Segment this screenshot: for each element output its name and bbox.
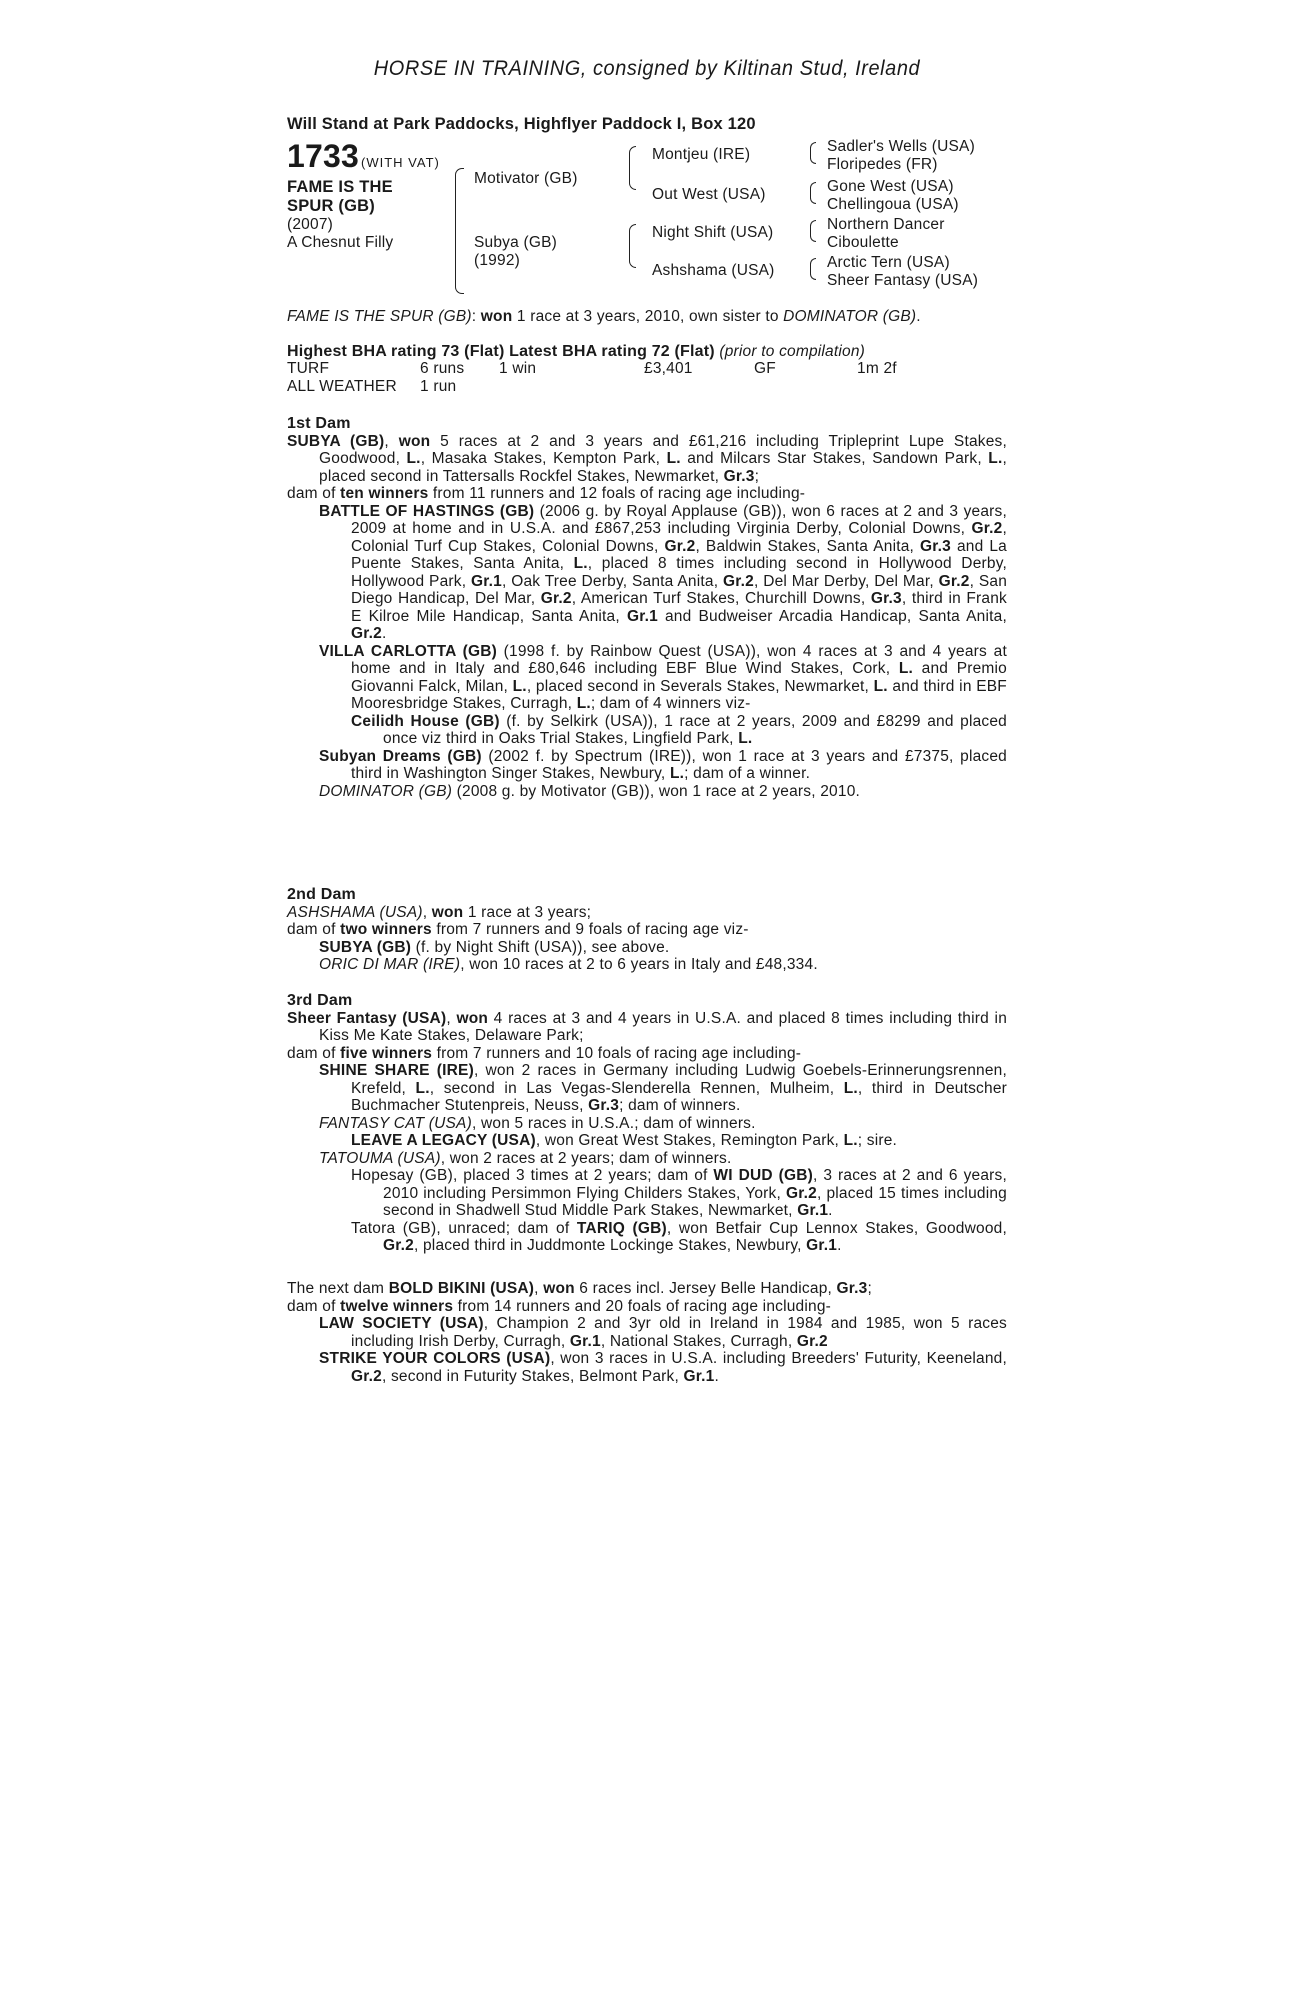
second-dam-record [287,904,1007,922]
horse-name-line2: SPUR (GB) [287,197,375,215]
text-run: , won 5 races in U.S.A.; dam of winners. [471,1114,756,1132]
pedigree-dam-year: (1992) [474,252,521,269]
rating-note: (prior to compilation) [719,343,866,360]
text-run: dam of [287,1297,341,1315]
summary-horse-name: FAME IS THE SPUR (GB) [287,308,472,325]
text-run: . [837,1237,842,1254]
next-dam-section [287,1280,1007,1385]
text-run: , [384,432,399,450]
text-run: Gr.3 [870,590,902,607]
pedigree-bracket-gen3-4 [810,258,816,280]
text-run: 4 races at 3 and 4 years in U.S.A. and placed 8 times including third in Kiss Me Kate Stakes, Delaware Park; [319,1009,1008,1044]
text-run: , Colonial Turf Cup Stakes, Colonial Downs, [351,520,1007,555]
text-run: ; dam of 4 winners viz- [590,695,751,712]
list-item [287,1220,1007,1255]
text-run: Gr.1 [806,1237,838,1254]
text-run: L. [988,450,1003,467]
text-run: five winners [340,1044,433,1062]
text-run: VILLA CARLOTTA (GB) [319,642,498,660]
list-item [287,783,1007,801]
pedigree-dam: Subya (GB) [474,234,557,251]
text-run: and Budweiser Arcadia Handicap, Santa Anita, [657,607,1007,625]
text-run: (2002 f. by Spectrum (IRE)), won 1 race at 3 years and £7375, placed third in Washington Singer Stakes, Newbury, [351,747,1007,782]
text-run: and Milcars Star Stakes, Sandown Park, [680,450,989,467]
text-run: ; [754,467,760,485]
text-run: , Oak Tree Derby, Santa Anita, [501,572,723,590]
pedigree-bracket-dam [629,224,636,268]
text-run: LAW SOCIETY (USA) [319,1315,484,1332]
text-run: Gr.2 [938,572,970,590]
text-run: Gr.1 [626,607,658,625]
pedigree-ssd: Floripedes (FR) [827,156,938,173]
list-item [287,503,1007,643]
text-run: BOLD BIKINI (USA) [388,1280,535,1297]
text-run: L. [415,1079,430,1097]
text-run: STRIKE YOUR COLORS (USA) [319,1350,551,1367]
text-run: , won 2 races at 2 years; dam of winners. [440,1149,732,1167]
text-run: , won 2 races in Germany including Ludwig Goebels-Erinnerungsrennen, Krefeld, [351,1062,1007,1097]
text-run: L. [573,555,588,572]
third-dam-produce-intro [287,1045,1007,1063]
text-run: , placed third in Juddmonte Lockinge Stakes, Newbury, [413,1237,807,1254]
pedigree-dam-sire: Night Shift (USA) [652,224,774,241]
text-run: Subyan Dreams (GB) [319,747,482,765]
text-run: Gr.1 [683,1367,715,1385]
text-run: , third in Frank E Kilroe Mile Handicap, Santa Anita, [351,590,1007,625]
list-item [287,1115,1007,1133]
second-dam-section [287,886,1007,974]
text-run: , Masaka Stakes, Kempton Park, [420,450,667,467]
text-run: . [714,1367,719,1385]
text-run: ; dam of winners. [619,1097,741,1114]
text-run: Gr.2 [796,1332,828,1350]
text-run: . [381,625,387,642]
list-item [287,939,1007,957]
text-run: SUBYA (GB) [287,432,385,450]
text-run: , [422,903,432,921]
text-run: L. [873,677,888,695]
text-run: Gr.2 [664,537,696,555]
text-run: TATOUMA (USA) [319,1149,441,1167]
text-run: , placed second in Tattersalls Rockfel Stakes, Newmarket, [319,450,1007,485]
text-run: and Premio Giovanni Falck, Milan, [351,660,1007,695]
pedigree-sdd: Chellingoua (USA) [827,196,959,213]
text-run: from 11 runners and 12 foals of racing age including- [428,485,806,502]
summary-text: 1 race at 3 years, 2010, own sister to [512,308,784,325]
text-run: from 7 runners and 9 foals of racing age viz- [431,921,749,938]
text-run: (2008 g. by Motivator (GB)), won 1 race at 2 years, 2010. [452,782,861,800]
list-item [287,713,1007,748]
text-run: from 14 runners and 20 foals of racing age including- [453,1297,832,1315]
text-run: Gr.1 [569,1332,601,1350]
text-run: Sheer Fantasy (USA) [287,1009,447,1027]
list-item [287,1062,1007,1115]
text-run: , third in Deutscher Buchmacher Stutenpreis, Neuss, [351,1079,1007,1114]
pedigree-sire-dam: Out West (USA) [652,186,766,203]
text-run: WI DUD (GB) [713,1167,814,1184]
text-run: L. [738,730,753,747]
text-run: Gr.2 [540,590,572,607]
text-run: , placed 8 times including second in Hollywood Derby, Hollywood Park, [351,555,1008,590]
text-run: ten winners [340,485,429,502]
venue-line: Will Stand at Park Paddocks, Highflyer Paddock I, Box 120 [287,115,756,133]
text-run: Tatora (GB), unraced; dam of [351,1219,577,1237]
text-run: won [456,1009,489,1027]
text-run: ORIC DI MAR (IRE) [319,956,461,973]
text-run: ; dam of a winner. [684,765,811,782]
text-run: , won Great West Stakes, Remington Park, [535,1132,844,1149]
text-run: (2006 g. by Royal Applause (GB)), won 6 races at 2 and 3 years, 2009 at home and in U.S.A. and £867,253 including Virginia Derby, Colonial Downs, [351,502,1007,537]
text-run: Ceilidh House (GB) [351,712,500,730]
text-run: , Champion 2 and 3yr old in Ireland in 1984 and 1985, won 5 races including Irish Derby, Curragh, [351,1315,1007,1350]
text-run: dam of [287,485,341,502]
turf-distance: 1m 2f [857,360,897,377]
text-run: , 3 races at 2 and 6 years, 2010 including Persimmon Flying Childers Stakes, York, [383,1167,1007,1202]
first-dam-heading: 1st Dam [287,415,351,432]
third-dam-heading: 3rd Dam [287,992,353,1009]
lot-number: 1733 [287,138,359,174]
third-dam-section [287,992,1007,1255]
pedigree-bracket-gen3-3 [810,220,816,242]
text-run: , [446,1009,457,1027]
text-run: , placed 15 times including second in Shadwell Stud Middle Park Stakes, Newmarket, [383,1184,1007,1219]
pedigree-chart [287,57,1007,300]
text-run: won [543,1280,575,1297]
turf-runs: 6 runs [420,360,465,377]
text-run: , American Turf Stakes, Churchill Downs, [571,590,871,607]
turf-earnings: £3,401 [644,360,693,377]
page-header: HORSE IN TRAINING, consigned by Kiltinan Stud, Ireland [373,57,921,80]
text-run: Gr.3 [723,467,755,485]
race-summary: FAME IS THE SPUR (GB): won 1 race at 3 years, 2010, own sister to DOMINATOR (GB). [287,308,921,325]
text-run: , Del Mar Derby, Del Mar, [753,572,939,590]
text-run: , Baldwin Stakes, Santa Anita, [695,537,921,555]
text-run: ; sire. [857,1132,898,1149]
text-run: won [398,432,431,450]
first-dam-record [287,433,1007,486]
summary-sister: DOMINATOR (GB) [783,308,917,325]
summary-end: . [916,308,921,325]
racing-stats [287,360,1007,396]
text-run: Gr.2 [351,1367,382,1385]
summary-won: won [480,308,513,325]
list-item [287,1315,1007,1350]
text-run: DOMINATOR (GB) [319,782,453,800]
list-item [287,1150,1007,1168]
text-run: BATTLE OF HASTINGS (GB) [319,502,535,520]
horse-name-line1: FAME IS THE [287,178,393,196]
text-run: L. [898,660,914,677]
text-run: L. [669,765,685,782]
pedigree-sire: Motivator (GB) [474,170,578,187]
first-dam-produce-intro [287,485,1007,503]
text-run: , San Diego Handicap, Del Mar, [351,572,1008,607]
text-run: Gr.2 [722,572,754,590]
text-run: LEAVE A LEGACY (USA) [351,1132,536,1149]
pedigree-bracket-sire [629,146,636,190]
text-run: (f. by Night Shift (USA)), see above. [411,938,670,956]
text-run: , won 10 races at 2 to 6 years in Italy and £48,334. [460,956,818,973]
list-item [287,643,1007,713]
pedigree-dsd: Ciboulette [827,234,899,251]
text-run: FANTASY CAT (USA) [319,1114,472,1132]
text-run: L. [843,1079,858,1097]
text-run: , [534,1280,544,1297]
list-item [287,956,1007,974]
text-run: L. [406,450,421,467]
vat-note: (WITH VAT) [361,155,440,170]
text-run: from 7 runners and 10 foals of racing age including- [432,1044,802,1062]
text-run: dam of [287,1044,341,1062]
text-run: Gr.2 [971,520,1003,537]
text-run: Gr.1 [470,572,502,590]
text-run: L. [666,450,681,467]
aw-surface: ALL WEATHER [287,378,397,395]
list-item [287,1350,1007,1385]
text-run: 5 races at 2 and 3 years and £61,216 including Tripleprint Lupe Stakes, Goodwood, [319,432,1008,467]
pedigree-dss: Northern Dancer [827,216,945,233]
text-run: L. [576,695,591,712]
list-item [287,1167,1007,1220]
pedigree-dam-dam: Ashshama (USA) [652,262,775,279]
rating-bold: Highest BHA rating 73 (Flat) Latest BHA rating 72 (Flat) [287,343,715,360]
text-run: , second in Futurity Stakes, Belmont Park, [381,1367,684,1385]
rating-line [287,343,1007,361]
text-run: Gr.3 [588,1097,620,1114]
foal-year: (2007) [287,216,334,233]
pedigree-bracket-gen3-2 [810,182,816,204]
list-item [287,1132,1007,1150]
pedigree-sss: Sadler's Wells (USA) [827,138,975,155]
text-run: , won 3 races in U.S.A. including Breeders' Futurity, Keeneland, [550,1350,1007,1367]
pedigree-bracket-gen1 [455,168,464,294]
next-dam-record [287,1280,1007,1298]
pedigree-sds: Gone West (USA) [827,178,954,195]
text-run: (1998 f. by Rainbow Quest (USA)), won 4 races at 3 and 4 years at home and in Italy and £80,646 including EBF Blue Wind Stakes, Cork, [351,642,1007,677]
pedigree-bracket-gen3-1 [810,142,816,164]
next-dam-produce-intro [287,1298,1007,1316]
text-run: SUBYA (GB) [319,938,412,956]
text-run: TARIQ (GB) [576,1219,667,1237]
text-run: The next dam [287,1280,389,1297]
turf-surface: TURF [287,360,330,377]
text-run: , won Betfair Cup Lennox Stakes, Goodwood, [666,1219,1007,1237]
second-dam-heading: 2nd Dam [287,886,356,903]
text-run: twelve winners [340,1297,454,1315]
text-run: 1 race at 3 years; [463,903,592,921]
text-run: . [828,1202,833,1219]
turf-wins: 1 win [499,360,537,377]
pedigree-sire-sire: Montjeu (IRE) [652,146,751,163]
pedigree-dds: Arctic Tern (USA) [827,254,950,271]
text-run: Hopesay (GB), placed 3 times at 2 years; dam of [351,1167,714,1184]
first-dam-section [287,415,1007,800]
text-run: (f. by Selkirk (USA)), 1 race at 2 years, 2009 and £8299 and placed once viz third in Oaks Trial Stakes, Lingfield Park, [383,712,1007,747]
text-run: Gr.3 [836,1280,868,1297]
text-run: and third in EBF Mooresbridge Stakes, Curragh, [351,677,1007,712]
text-run: won [431,903,464,921]
horse-description: A Chesnut Filly [287,234,394,251]
text-run: , National Stakes, Curragh, [600,1332,797,1350]
text-run: L. [512,677,527,695]
text-run: , second in Las Vegas-Slenderella Rennen, Mulheim, [429,1079,844,1097]
text-run: two winners [340,921,432,938]
text-run: and La Puente Stakes, Santa Anita, [351,537,1008,572]
list-item [287,748,1007,783]
text-run: Gr.3 [920,537,951,555]
second-dam-produce-intro [287,921,1007,939]
third-dam-record [287,1010,1007,1045]
text-run: Gr.2 [383,1237,414,1254]
text-run: L. [843,1132,858,1149]
turf-going: GF [754,360,776,377]
pedigree-ddd: Sheer Fantasy (USA) [827,272,979,289]
text-run: SHINE SHARE (IRE) [319,1062,474,1079]
text-run: ; [867,1280,873,1297]
aw-runs: 1 run [420,378,457,395]
text-run: ASHSHAMA (USA) [287,903,423,921]
text-run: Gr.2 [786,1184,817,1202]
text-run: Gr.1 [797,1202,829,1219]
text-run: Gr.2 [351,625,382,642]
text-run: dam of [287,921,341,938]
text-run: 6 races incl. Jersey Belle Handicap, [574,1280,837,1297]
text-run: , placed second in Severals Stakes, Newmarket, [526,677,874,695]
